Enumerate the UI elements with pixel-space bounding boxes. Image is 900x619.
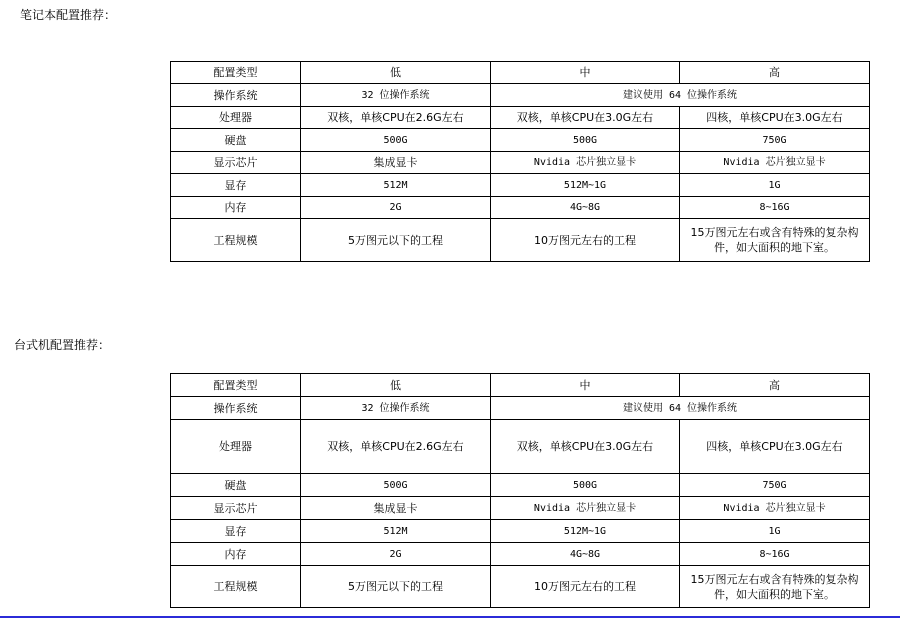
cell-low: 5万图元以下的工程 <box>301 219 491 262</box>
header-mid: 中 <box>491 62 680 84</box>
cell-high: Nvidia 芯片独立显卡 <box>680 152 870 174</box>
cell-high: 四核，单核CPU在3.0G左右 <box>680 107 870 129</box>
row-label: 显示芯片 <box>171 152 301 174</box>
row-label: 内存 <box>171 543 301 566</box>
cell-low: 500G <box>301 129 491 152</box>
header-config-type: 配置类型 <box>171 62 301 84</box>
row-label: 操作系统 <box>171 397 301 420</box>
cell-low: 集成显卡 <box>301 497 491 520</box>
row-label: 硬盘 <box>171 474 301 497</box>
header-high: 高 <box>680 62 870 84</box>
cell-low: 2G <box>301 197 491 219</box>
cell-low: 2G <box>301 543 491 566</box>
cell-low: 5万图元以下的工程 <box>301 566 491 608</box>
desktop-section-title: 台式机配置推荐： <box>14 338 111 352</box>
cell-high: 8~16G <box>680 543 870 566</box>
cell-mid: 双核，单核CPU在3.0G左右 <box>491 107 680 129</box>
table-header-row <box>171 62 870 84</box>
cell-mid: Nvidia 芯片独立显卡 <box>491 497 680 520</box>
row-label: 硬盘 <box>171 129 301 152</box>
cell-high: 8~16G <box>680 197 870 219</box>
cell-mid: 10万图元左右的工程 <box>491 219 680 262</box>
cell-low: 500G <box>301 474 491 497</box>
table-row-gpu <box>171 152 870 174</box>
header-low: 低 <box>301 374 491 397</box>
row-label: 显示芯片 <box>171 497 301 520</box>
cell-mid: Nvidia 芯片独立显卡 <box>491 152 680 174</box>
notebook-section-title: 笔记本配置推荐： <box>20 8 117 22</box>
header-mid: 中 <box>491 374 680 397</box>
table-row-ram <box>171 543 870 566</box>
cell-high: 1G <box>680 174 870 197</box>
desktop-config-table <box>170 373 870 608</box>
cell-low: 双核，单核CPU在2.6G左右 <box>301 107 491 129</box>
table-row-disk <box>171 474 870 497</box>
cell-mid: 4G~8G <box>491 543 680 566</box>
cell-high: 15万图元左右或含有特殊的复杂构件，如大面积的地下室。 <box>680 219 870 262</box>
row-label: 处理器 <box>171 107 301 129</box>
cell-mid: 512M~1G <box>491 174 680 197</box>
table-row-cpu <box>171 420 870 474</box>
row-label: 操作系统 <box>171 84 301 107</box>
cell-low: 集成显卡 <box>301 152 491 174</box>
cell-low: 512M <box>301 520 491 543</box>
row-label: 显存 <box>171 174 301 197</box>
table-row-cpu <box>171 107 870 129</box>
cell-mid: 10万图元左右的工程 <box>491 566 680 608</box>
table-row-os <box>171 84 870 107</box>
cell-high: 750G <box>680 474 870 497</box>
cell-mid-high: 建议使用 64 位操作系统 <box>491 84 870 107</box>
header-high: 高 <box>680 374 870 397</box>
bottom-divider <box>0 616 900 618</box>
cell-high: 15万图元左右或含有特殊的复杂构件，如大面积的地下室。 <box>680 566 870 608</box>
cell-low: 32 位操作系统 <box>301 84 491 107</box>
row-label: 处理器 <box>171 420 301 474</box>
header-config-type: 配置类型 <box>171 374 301 397</box>
row-label: 内存 <box>171 197 301 219</box>
table-row-scale <box>171 219 870 262</box>
cell-mid-high: 建议使用 64 位操作系统 <box>491 397 870 420</box>
row-label: 工程规模 <box>171 219 301 262</box>
table-row-ram <box>171 197 870 219</box>
table-header-row <box>171 374 870 397</box>
cell-high: 四核，单核CPU在3.0G左右 <box>680 420 870 474</box>
cell-mid: 双核，单核CPU在3.0G左右 <box>491 420 680 474</box>
table-row-os <box>171 397 870 420</box>
cell-mid: 512M~1G <box>491 520 680 543</box>
table-row-vram <box>171 174 870 197</box>
notebook-config-table <box>170 61 870 262</box>
cell-high: 1G <box>680 520 870 543</box>
cell-mid: 500G <box>491 129 680 152</box>
table-row-gpu <box>171 497 870 520</box>
header-low: 低 <box>301 62 491 84</box>
cell-high: 750G <box>680 129 870 152</box>
cell-low: 双核，单核CPU在2.6G左右 <box>301 420 491 474</box>
cell-mid: 4G~8G <box>491 197 680 219</box>
table-row-vram <box>171 520 870 543</box>
table-row-scale <box>171 566 870 608</box>
row-label: 工程规模 <box>171 566 301 608</box>
cell-low: 512M <box>301 174 491 197</box>
cell-low: 32 位操作系统 <box>301 397 491 420</box>
row-label: 显存 <box>171 520 301 543</box>
cell-mid: 500G <box>491 474 680 497</box>
cell-high: Nvidia 芯片独立显卡 <box>680 497 870 520</box>
table-row-disk <box>171 129 870 152</box>
